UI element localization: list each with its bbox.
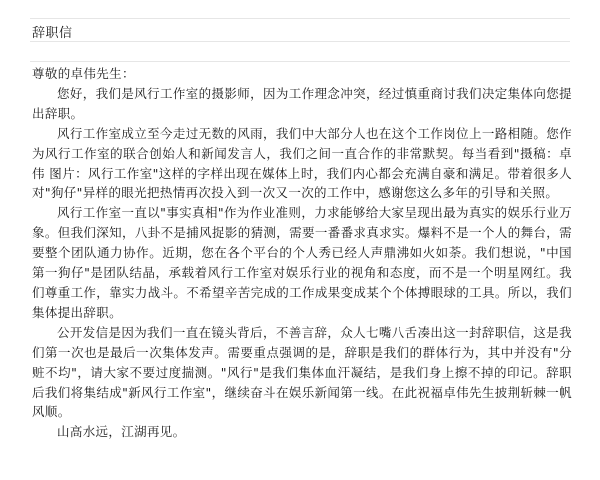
rule-line	[30, 41, 570, 42]
salutation: 尊敬的卓伟先生：	[32, 66, 135, 81]
rule-line	[30, 18, 570, 19]
paragraph-history: 风行工作室成立至今走过无数的风雨，我们中大部分人也在这个工作岗位上一路相随。您作为风行工作室的联合创始人和新闻发言人，我们之间一直合作的非常默契。每当看到"摄稿：卓伟 图片：风行工作室"这样的字样出现在媒体上时，我们内心都会充满自豪和满足。带着很多人对"狗仔"异样的眼光把热情再次投入到一次又一次的工作中，感谢您这么多年的引导和关照。	[32, 125, 572, 201]
rule-line	[30, 61, 570, 62]
paragraph-statement: 公开发信是因为我们一直在镜头背后，不善言辞，众人七嘴八舌凑出这一封辞职信，这是我们第一次也是最后一次集体发声。需要重点强调的是，辞职是我们的群体行为，其中并没有"分赃不均"，请大家不要过度揣测。"风行"是我们集体血汗凝结，是我们身上擦不掉的印记。辞职后我们将集结成"新风行工作室"，继续奋斗在娱乐新闻第一线。在此祝福卓伟先生披荆斩棘一帆风顺。	[32, 324, 572, 420]
closing-line: 山高水远，江湖再见。	[57, 424, 186, 440]
document-title: 辞职信	[32, 26, 73, 41]
letter-body	[32, 64, 572, 442]
paragraph-greeting: 您好，我们是风行工作室的摄影师，因为工作理念冲突，经过慎重商讨我们决定集体向您提出辞职。	[32, 85, 572, 121]
paragraph-principles: 风行工作室一直以"事实真相"作为作业准则，力求能够给大家呈现出最为真实的娱乐行业万象。但我们深知，八卦不是捕风捉影的猜测，需要一番番求真求实。爆料不是一个人的舞台，需要整个团队通力协作。近期，您在各个平台的个人秀已经人声鼎沸如火如荼。我们想说，"中国第一狗仔"是团队结晶，承载着风行工作室对娱乐行业的视角和态度，而不是一个明星网红。我们尊重工作，靠实力战斗。不希望辛苦完成的工作成果变成某个个体搏眼球的工具。所以，我们集体提出辞职。	[32, 205, 572, 320]
